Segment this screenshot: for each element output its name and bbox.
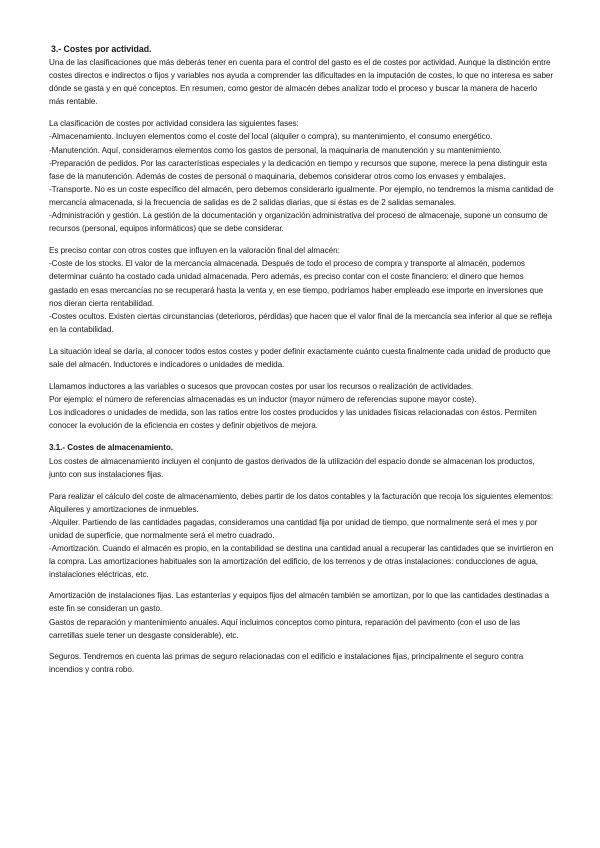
calc-lead: Para realizar el cálculo del coste de almacenamiento, debes partir de los datos contables y la facturación que recoja los siguientes elementos:: [49, 491, 554, 501]
valuation-item: -Coste de los stocks. El valor de la mercancía almacenada. Después de todo el proceso de compra y transporte al almacén, podemos determinar cuánto ha costado cada unidad almacenada. Pero además, es preciso contar con el coste financiero: el dinero que hemos gastado en esas mercancías no se recuperará hasta la venta y, en ese tiempo, podríamos haber empleado ese importe en inversiones que nos dieran cierta rentabilidad.: [49, 259, 544, 308]
inductores-paragraph: Llamamos inductores a las variables o sucesos que provocan costes por usar los recursos o realización de actividades.: [49, 382, 474, 392]
ideal-paragraph: La situación ideal se daría, al conocer todos estos costes y poder definir exactamente cuánto cuesta finalmente cada unidad de producto que sale del almacén. Inductores e indicadores o unidades de medida.: [49, 346, 551, 369]
intro-paragraph: Una de las clasificaciones que más deberás tener en cuenta para el control del gasto es el de costes por actividad. Aunque la distinción entre costes directos e indirectos o fijos y variables nos ayuda a comprender las dificultades en la imputación de costes, lo que no interesa es saber dónde se gasta y en qué conceptos. En resumen, como gestor de almacén debes analizar todo el proceso y buscar la manera de hacerlo más rentable.: [49, 58, 554, 107]
calc-heading: Alquileres y amortizaciones de inmuebles.: [49, 504, 199, 514]
phase-item: -Transporte. No es un coste específico del almacén, pero debemos considerarlo igualmente. Por ejemplo, no tendremos la misma cantidad de mercancía almacenada, si la frecuencia de salidas es de 2 salidas diarias, que si éstas es de 2 salidas semanales.: [49, 184, 554, 207]
calc-item: -Alquiler. Partiendo de las cantidades pagadas, consideramos una cantidad fija por unidad de tiempo, que normalmente será el mes y por unidad de superficie, que normalmente será el metro cuadrado.: [49, 517, 538, 540]
phase-item: -Preparación de pedidos. Por las características especiales y la dedicación en tiempo y recursos que supone, merece la pena distinguir esta fase de la manutención. Además de costes de personal o maquinaria, debemos considerar otros como los envases y embalajes.: [49, 158, 547, 181]
phase-item: -Manutención. Aquí, consideramos elementos como los gastos de personal, la maquinaria de manutención y su mantenimiento.: [49, 145, 502, 155]
insurance-paragraph: Seguros. Tendremos en cuenta las primas de seguro relacionadas con el edificio e instalaciones fijas, principalmente el seguro contra incendios y contra robo.: [49, 651, 524, 674]
phase-item: -Administración y gestión. La gestión de la documentación y organización administrativa del proceso de almacenaje, supone un consumo de recursos (personal, equipos informáticos) que se debe considerar.: [49, 211, 548, 234]
inductores-paragraph: Por ejemplo: el número de referencias almacenadas es un inductor (mayor número de referencias supone mayor coste).: [49, 395, 477, 405]
calc-item: -Amortización. Cuando el almacén es propio, en la contabilidad se destina una cantidad anual a recuperar las cantidades que se invirtieron en la compra. Las amortizaciones habituales son la amortización del edificio, de los terrenos y de otras instalaciones: conducciones de agua, instalaciones eléctricas, etc.: [49, 544, 554, 580]
valuation-lead: Es preciso contar con otros costes que influyen en la valoración final del almacén:: [49, 246, 340, 256]
subsection-intro: Los costes de almacenamiento incluyen el conjunto de gastos derivados de la utilización del espacio donde se almacenan los productos, junto con sus instalaciones fijas.: [49, 456, 535, 479]
inductores-paragraph: Los indicadores o unidades de medida, son las ratios entre los costes producidos y las unidades físicas relacionadas con éstos. Permiten conocer la evolución de la eficiencia en costes y definir objetivos de mejora.: [49, 408, 537, 431]
section-title: 3.- Costes por actividad.: [51, 44, 152, 54]
subsection-title: 3.1.- Costes de almacenamiento.: [49, 443, 173, 453]
valuation-item: -Costes ocultos. Existen ciertas circunstancias (deterioros, pérdidas) que hacen que el valor final de la mercancía sea inferior al que se refleja en la contabilidad.: [49, 311, 553, 334]
phases-lead: La clasificación de costes por actividad considera las siguientes fases:: [49, 119, 299, 129]
fixed-paragraph: Gastos de reparación y mantenimiento anuales. Aquí incluimos conceptos como pintura, reparación del pavimento (con el uso de las carretillas suele tener un desgaste considerable), etc.: [49, 617, 520, 640]
fixed-paragraph: Amortización de instalaciones fijas. Las estanterías y equipos fijos del almacén también se amortizan, por lo que las cantidades destinadas a este fin se consideran un gasto.: [49, 591, 550, 614]
phase-item: -Almacenamiento. Incluyen elementos como el coste del local (alquiler o compra), su mantenimiento, el consumo energético.: [49, 132, 493, 142]
